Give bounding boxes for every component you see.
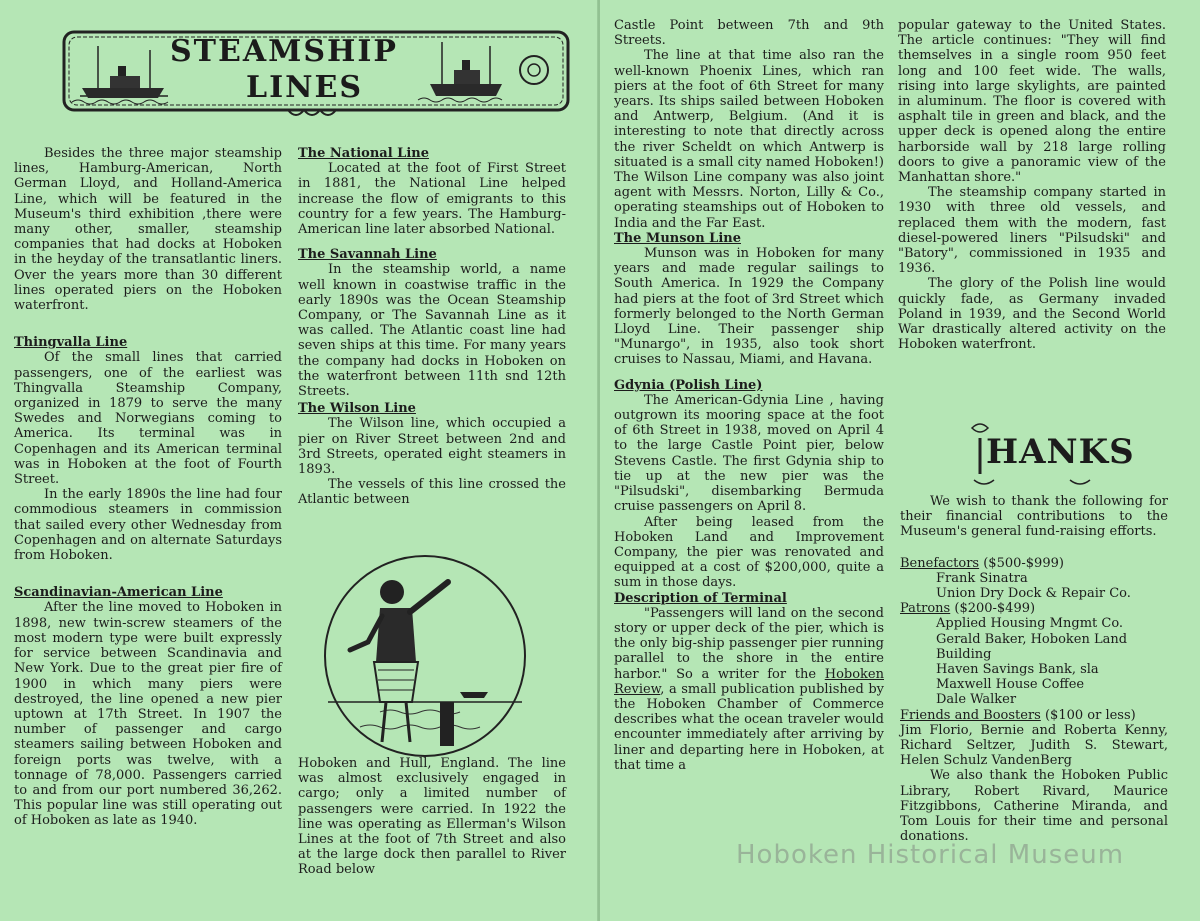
column-2-continued <box>298 756 566 878</box>
intro-paragraph: Besides the three major steamship lines, Hamburg-American, North German Lloyd, and Holland-America Line, which will be featured in the Museum's third exhibition ,there were many other, smaller, steamship companies that had docks at Hoboken in the heyday of the transatlantic liners. Over the years more than 30 different lines operated piers on the Hoboken waterfront. <box>14 146 282 314</box>
benefactor-1: Frank Sinatra <box>936 570 1028 586</box>
gdynia-paragraph-2: After being leased from the Hoboken Land and Improvement Company, the pier was renovated and equipped at a cost of $200,000, quite a sum in those days. <box>614 514 884 591</box>
wilson-paragraph-5: The line at that time also ran the well-known Phoenix Lines, which ran piers at the foot of 6th Street for many years. Its ships sailed between Hoboken and Antwerp, Belgium. (And it is interesting to note that directly across the river Scheldt on which Antwerp is situated is a small city named Hoboken!) The Wilson Line company was also joint agent with Messrs. Norton, Lilly & Co., operating steamships out of Hoboken to India and the Far East. <box>614 48 884 231</box>
wilson-paragraph-1: The Wilson line, which occupied a pier on River Street between 2nd and 3rd Streets, operated eight steamers in 1893. <box>298 416 566 478</box>
friends-list: Jim Florio, Bernie and Roberta Kenny, Richard Seltzer, Judith S. Stewart, Helen Schulz VandenBerg <box>900 722 1168 769</box>
benefactors-range: ($500-$999) <box>979 555 1064 571</box>
thingvalla-paragraph-2: In the early 1890s the line had four commodious steamers in commission that sailed every other Wednesday from Copenhagen and on alternate Saturdays from Hoboken. <box>14 487 282 564</box>
terminal-paragraph-1 <box>614 606 884 773</box>
friends-line <box>900 708 1168 723</box>
thanks-closing: We also thank the Hoboken Public Library, Robert Rivard, Maurice Fitzgibbons, Catherine Miranda, and Tom Louis for their time and personal donations. <box>900 768 1168 845</box>
steamship-lines-banner <box>58 26 574 122</box>
thanks-word: HANKS <box>986 432 1135 472</box>
patron-3: Haven Savings Bank, sla <box>936 662 1099 678</box>
banner-title-line1: STEAMSHIP <box>170 34 398 69</box>
right-ship-icon <box>418 42 502 102</box>
thingvalla-paragraph-1: Of the small lines that carried passengers, one of the earliest was Thingvalla Steamship Company, organized in 1879 to serve the many Swedes and Norwegians coming to America. Its terminal was in Copenhagen and its American terminal was in Hoboken at the foot of Fourth Street. <box>14 350 282 488</box>
column-1 <box>14 146 282 829</box>
left-ship-icon <box>72 46 168 104</box>
wilson-paragraph-2: The vessels of this line crossed the Atlantic between <box>298 477 566 508</box>
terminal-text-after: , a small publication published by the Hoboken Chamber of Commerce describes what the ocean traveler would encounter immediately after arriving by liner and departing here in Hoboken, at that time a <box>614 681 884 773</box>
wilson-paragraph-3: Hoboken and Hull, England. The line was almost exclusively engaged in cargo; only a limited number of passengers were carried. In 1922 the line was operating as Ellerman's Wilson Lines at the foot of 7th Street and also at the large dock then parallel to River Road below <box>298 756 566 878</box>
patron-4: Maxwell House Coffee <box>936 677 1085 693</box>
friends-label: Friends and Boosters <box>900 707 1041 723</box>
scandinavian-paragraph: After the line moved to Hoboken in 1898, new twin-screw steamers of the most modern type were built expressly for service between Scandinavia and New York. Due to the great pier fire of 1900 in which many piers were destroyed, the line opened a new pier uptown at 17th Street. In 1907 the number of passenger and cargo steamers sailing between Hoboken and foreign ports was twelve, with a tonnage of 78,000. Passengers carried to and from our port numbered 36,262. This popular line was still operating out of Hoboken as late as 1940. <box>14 600 282 829</box>
wilson-paragraph-4: Castle Point between 7th and 9th Streets. <box>614 18 884 49</box>
thanks-ornament <box>966 418 1135 490</box>
scandinavian-heading: Scandinavian-American Line <box>14 585 223 601</box>
national-paragraph: Located at the foot of First Street in 1881, the National Line helped increase the flow of emigrants to this country for a few years. The Hamburg-American line later absorbed National. <box>298 161 566 238</box>
column-4 <box>898 18 1166 352</box>
national-heading: The National Line <box>298 146 429 161</box>
gdynia-heading: Gdynia (Polish Line) <box>614 377 763 393</box>
thanks-intro: We wish to thank the following for their financial contributions to the Museum's general fund-raising efforts. <box>900 494 1168 540</box>
museum-watermark: Hoboken Historical Museum <box>736 840 1125 870</box>
patrons-line <box>900 601 1168 616</box>
friends-range: ($100 or less) <box>1040 707 1136 723</box>
patrons-range: ($200-$499) <box>950 601 1036 617</box>
terminal-paragraph-3: The steamship company started in 1930 with three old vessels, and replaced them with the modern, fast diesel-powered liners "Pilsudski" and "Batory", commissioned in 1935 and 1936. <box>898 185 1166 277</box>
banner-title-line2: LINES <box>246 70 364 105</box>
left-page <box>0 0 598 921</box>
thingvalla-heading: Thingvalla Line <box>14 335 128 351</box>
terminal-paragraph-4: The glory of the Polish line would quickly fade, as Germany invaded Poland in 1939, and the Second World War drastically altered activity on the Hoboken waterfront. <box>898 276 1166 353</box>
munson-heading: The Munson Line <box>614 230 741 246</box>
patron-5: Dale Walker <box>936 692 1017 708</box>
patron-2: Gerald Baker, Hoboken Land Building <box>936 631 1128 662</box>
terminal-heading: Description of Terminal <box>614 590 787 606</box>
gdynia-paragraph-1: The American-Gdynia Line , having outgrown its mooring space at the foot of 6th Street in 1938, moved on April 4 to the large Castle Point pier, below Stevens Castle. The first Gdynia ship to tie up at the new pier was the "Pilsudski", disembarking Bermuda cruise passengers on April 8. <box>614 392 884 515</box>
benefactors-line <box>900 556 1168 571</box>
savannah-heading: The Savannah Line <box>298 247 437 263</box>
hoboken-review-title: Hoboken Review <box>614 666 884 697</box>
column-4-continued <box>900 494 1168 844</box>
patron-1: Applied Housing Mngmt Co. <box>936 616 1124 632</box>
terminal-text-before: "Passengers will land on the second story or upper deck of the pier, which is the only big-ship passenger pier running parallel to the shore in the entire harbor." So a writer for the <box>614 605 884 682</box>
waving-woman-illustration <box>320 552 530 760</box>
savannah-paragraph: In the steamship world, a name well known in coastwise traffic in the early 1890s was the Ocean Steamship Company, or The Savannah Line as it was called. The Atlantic coast line had seven ships at this time. For many years the company had docks in Hoboken on the waterfront between 11th snd 12th Streets. <box>298 262 566 400</box>
munson-paragraph: Munson was in Hoboken for many years and made regular sailings to South America. In 1929 the Company had piers at the foot of 3rd Street which formerly belonged to the North German Lloyd Line. Their passenger ship "Munargo", in 1935, also took short cruises to Nassau, Miami, and Havana. <box>614 246 884 368</box>
patrons-label: Patrons <box>900 601 951 617</box>
wilson-heading: The Wilson Line <box>298 401 416 417</box>
terminal-paragraph-2: popular gateway to the United States. The article continues: "They will find themselves in a single room 950 feet long and 100 feet wide. The walls, rising into large skylights, are painted in aluminum. The floor is covered with asphalt tile in green and black, and the upper deck is opened along the entire harborside wall by 218 large rolling doors to give a panoramic view of the Manhattan shore." <box>898 18 1166 186</box>
benefactor-2: Union Dry Dock & Repair Co. <box>936 586 1131 602</box>
benefactors-label: Benefactors <box>900 555 980 571</box>
column-3 <box>614 18 884 773</box>
column-2 <box>298 146 566 508</box>
